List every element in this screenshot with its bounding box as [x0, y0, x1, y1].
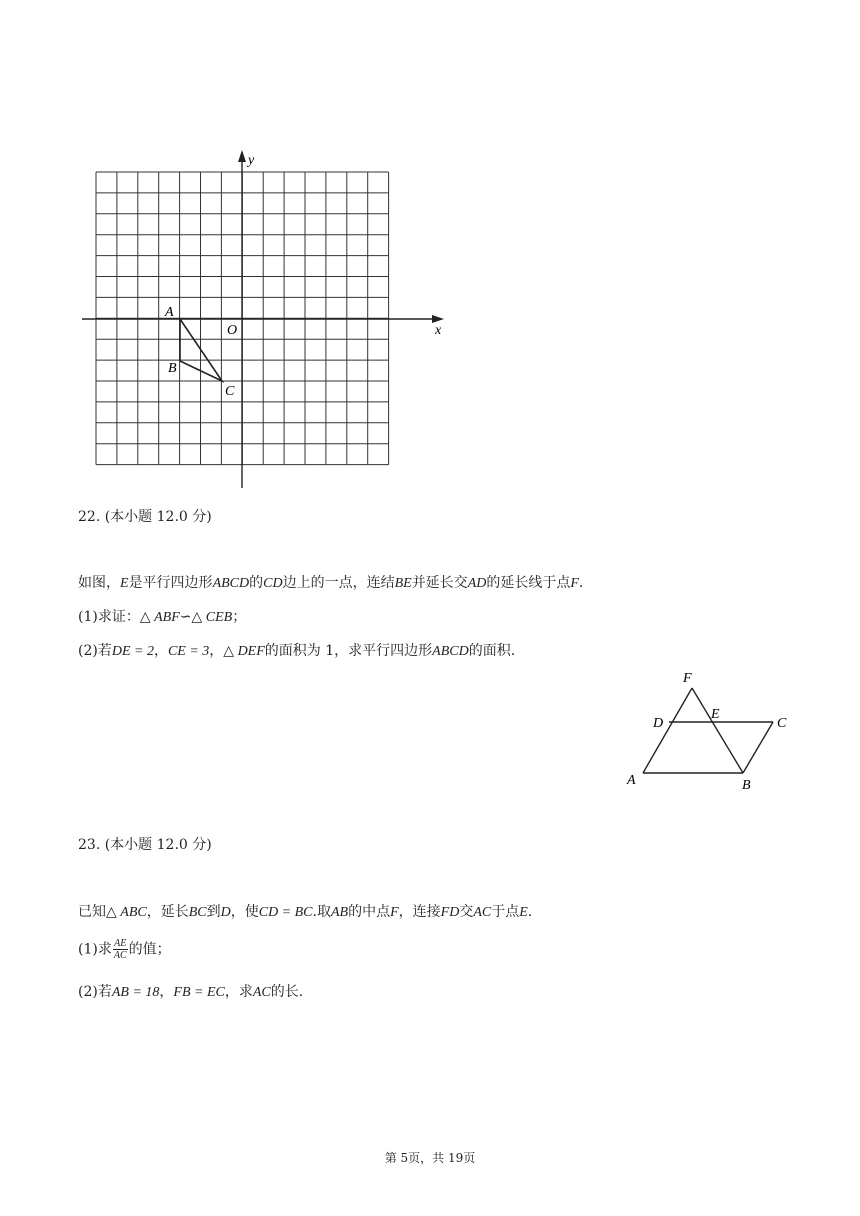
q22-part1: (1)求证：△ ABF∽△ CEB； — [78, 609, 247, 625]
q23-header: 23. (本小题 12.0 分) — [78, 837, 212, 853]
fig-label-a: A — [627, 773, 636, 788]
q23-intro: 已知△ ABC，延长BC到D，使CD = BC.取AB的中点F，连接FD交AC于点E. — [78, 904, 533, 920]
fig-label-c: C — [777, 716, 787, 731]
fig-label-d: D — [653, 716, 664, 731]
point-a-label: A — [165, 305, 174, 320]
fig-label-f: F — [683, 671, 692, 686]
point-c-label: C — [225, 384, 235, 399]
q23-part2: (2)若AB = 18，FB = EC，求AC的长. — [78, 984, 304, 1000]
q22-header: 22. (本小题 12.0 分) — [78, 509, 212, 525]
q22-part2: (2)若DE = 2，CE = 3，△ DEF的面积为 1，求平行四边形ABCD的面积. — [78, 643, 516, 659]
q22-intro: 如图，E是平行四边形ABCD的CD边上的一点，连结BE并延长交AD的延长线于点F. — [78, 575, 584, 591]
y-axis-label: y — [248, 153, 255, 168]
fig-label-e: E — [711, 707, 720, 722]
fraction-ae-over-ac: $\frac{AE}{AC}$ — [113, 938, 127, 961]
origin-label: O — [227, 323, 238, 338]
x-axis-label: x — [435, 323, 442, 338]
point-b-label: B — [168, 361, 177, 376]
q22-figure — [615, 660, 815, 800]
q23-part1: (1)求 $\frac{AE}{AC}$ 的值； — [78, 938, 171, 961]
fig-label-b: B — [742, 778, 751, 793]
coordinate-grid-figure — [0, 0, 860, 500]
page-footer: 第 5页，共 19页 — [384, 1151, 476, 1165]
